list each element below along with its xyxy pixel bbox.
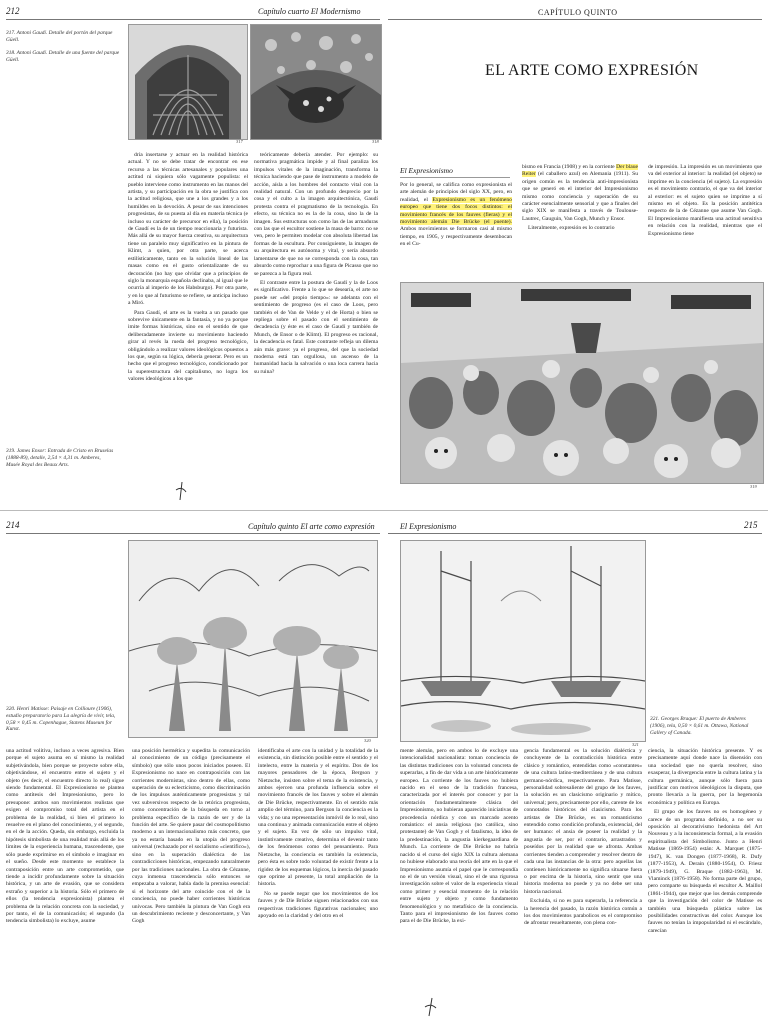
fig-label-321: 321	[632, 742, 639, 747]
running-head-212: Capítulo cuarto El Modernismo	[258, 7, 361, 16]
paragraph: dría insertarse y actuar en la realidad histórica actual. Y no se debe tratar de encontrar en ese recurso a las técnicas artesanales y populares una actitud ni siquiera sólo vagamente populista: el pueblo interviene como instrumento en las manos del artista, y su participación en la obra se justifica con la actitud religiosa, que une a los grandes y a los humildes en la devoción. A pesar de sus intenciones progresistas, de su puesta al día en materia técnica (e incluso su carácter de precursor en ella), la posición de Gaudí es la de un tiempo reaccionaria y futurista. Más allá de su mayor fuerza creativa, su arquitectura tiene un paralelo muy significativo en la pintura de Klimt, a quien, por otra parte, se acerca estilísticamente, tanto en la solución lineal de las masas como en el gusto orientalizante de su decoración (no hay que olvidar que a principios de siglo la monarquía española declinaba, al igual que le ocurría al imperio de los Habsburgo). Por otra parte, y en lo que al futurismo se refiere, se anticipa incluso a Miró.	[128, 152, 248, 307]
figure-320-matisse-landscape	[128, 540, 378, 738]
page-number-215: 215	[744, 520, 758, 530]
section-title: El Expresionismo	[400, 166, 453, 175]
caption-319: 319. James Ensor: Entrada de Cristo en Bruselas (1888-89), detalle, 2,54 × 4,31 m. Amberes, Musée Royal des Beaux Arts.	[6, 448, 114, 468]
paragraph: El grupo de los fauves no es homogéneo y carece de un programa definido, a no ser su oposición al decorativismo hedonista del Art Nouveau y a la inconsistencia formal, a la evasión espiritualista del Simbolismo. Junto a Henri Matisse (1869-1954) están: A. Marquet (1875-1947), K. van Dongen (1877-1968), R. Dufy (1877-1953), A. Derain (1880-1954), O. Friesz (1879-1949), G. Braque (1882-1963), M. Vlaminck (1876-1958). No forma parte del grupo, pero comparte su búsqueda el escultor A. Maillol (1861-1944), que mejor que los demás comprende que la investigación del color de Matisse es también una búsqueda plástica sobre las posibilidades constructivas del color. Aunque los fauves no tenían la impopularidad ni el escándalo, carecían	[648, 809, 762, 934]
paragraph: de impresión. La impresión es un movimiento que va del exterior al interior: la realidad (el objeto) se imprime en la conciencia (el sujeto). La expresión es el movimiento contrario, el que va del interior al exterior: es el sujeto quien se imprime a sí mismo en el objeto. Es la posición antitética respecto de la de Cézanne que asume Van Gogh. El Impresionismo manifiesta una actitud sensitiva en relación con la realidad, mientras que el Expresionismo tiene	[648, 164, 762, 237]
figure-318-gaudi-fountain	[250, 24, 382, 140]
braque-painting-image	[401, 541, 645, 741]
paragraph: una actitud volitiva, incluso a veces agresiva. Bien porque el sujeto asuma en sí mismo la realidad subjetivándola, bien porque se proyecte sobre ella, objetivándose, el encuentro entre el sujeto y el objeto (es decir, el encuentro directo lo real) sigue siendo fundamental. El Expresionismo se plantea como antítesis del Impresionismo, pero lo presupone: ambos son movimientos realistas que exigen el compromiso total del artista en el problema de la realidad, si bien el primero lo resuelve en el plano del conocimiento, y el segundo, en el de la acción. Queda, sin embargo, excluida la hipótesis simbolista de una realidad más allá de los límites de la experiencia humana, trascendente, que sólo puede exprimirse en el símbolo e imaginar en el sueño. Desde este momento se establece la contraposición entre un arte comprometido, que tiende a incidir profundamente sobre la situación histórica, y un arte de evasión, que se considera extraño y superior a la historia. Sólo el primero de ellos (la tendencia expresionista) plantea el problema de la relación concreta con la sociedad, y por tanto, el de la comunicación; el segundo (la tendencia simbolista) lo excluye, asume	[6, 748, 124, 925]
page-213-column-1	[400, 182, 512, 282]
caption-320: 320. Henri Matisse: Paisaje en Collioure (1906), estudio preparatorio para La alegría de vivir, tela, 0,58 × 0,45 m. Copenhague, Statens Museum for Kunst.	[6, 706, 116, 733]
paragraph: Excluida, si no es para superarla, la referencia a la herencia del pasado, la razón histórica común a los dos movimientos parabolicos es el compromiso de afrontar resueltamente, con plena con-	[524, 898, 642, 927]
page-214-column-1	[6, 748, 124, 1020]
fig-label-319: 319	[750, 484, 757, 489]
ensor-painting-image	[401, 283, 763, 483]
caption-318: 318. Antoni Gaudí. Detalle de una fuente del parque Güell.	[6, 50, 120, 63]
paragraph: No se puede negar que los movimientos de los fauves y de Die Brücke siguen relacionados con sus respectivas tradiciones figurativas nacionales; uno apoyado en la claridad y del otro en el	[258, 890, 378, 919]
paragraph: mente alemán, pero en ambos lo de excluye una intencionalidad nacionalista: toman conciencia de las distintas tradiciones con la voluntad concreta de superarlas, a fin de dar vida a un arte históricamente europeo. La corriente de los fauves no hubiera nacido en el seno de la tradición francesa, caracterizada por el interés por conocer y por la orientación fundamentalmente clásica del Impresionismo, no hubieran aparecido iniciativas de procedencia nórdica y con un marcado acento romántico: el ansia religiosa (no católica, sino protestante) de Van Gogh y el fatalismo, la idea de la predestinación, la angustia kierkegaardiana de Munch. La corriente de Die Brücke no habría nacido si el curso del siglo XIX la cultura alemana no hubiese elaborado una teoría del arte en la que el Impresionismo asumía el papel que le correspondía no el de un versión visual, sino el de una rigurosa investigación sobre el valor de la experiencia visual como primer y esencial momento de la relación entre sujeto y objeto y como fundamento fenomenológico y no metafísico de la conciencia. Tanto para el impresionismo de los fauves como para el de Die Brücke, la exi-	[400, 748, 518, 925]
text-span: Por lo general, se califica como expresionista el arte alemán de principios del siglo XX, pero, en realidad, el	[400, 182, 512, 203]
figure-321-braque-port	[400, 540, 646, 742]
page-214-column-3	[258, 748, 378, 1020]
running-head-chapter-five: CAPÍTULO QUINTO	[538, 8, 618, 17]
running-head-215: El Expresionismo	[400, 522, 457, 531]
page-215-column-1	[400, 748, 518, 1020]
paragraph: identificaba el arte con la unidad y la totalidad de la existencia, sin distinción posible entre el sentido y el intelecto, entre la materia y el espíritu. Dos de los mayores pensadores de la época, Bergson y Nietzsche, insisten sobre el tema de la existencia, y ambos ejercen una profunda influencia sobre el movimiento francés de los fauves y sobre el alemán de Die Brücke, respectivamente. En el sentido más amplio del término, para Bergson la conciencia es la vida; y no una representación inmóvil de lo real, sino una continua y animada comunicación entre el objeto y el sujeto. En vez de sólo un impulso vital, instintivamente creativo, determina el devenir tanto de los fenómenos como del pensamiento. Para Nietzsche, la conciencia es también la existencia, pero ésta es sobre todo voluntad de existir frente a la rigidez de los esquemas lógicos, la inercia del pasado que oprime al presente, la total ampliación de la historia.	[258, 748, 378, 888]
paragraph: una posición hermética y supedita la comunicación al conocimiento de un código (precisamente el símbolo) que sólo unos pocos iniciados poseen. El Expresionismo no nace en contraposición con las corrientes modernistas, sino dentro de ellas, como superación de su eclecticismo, como discriminación de los impulsos auténticamente progresistas y tal vez subversivos respecto de la retórica progresista, como concentración de la búsqueda en torno al problema específico de la razón de ser y de la función del arte. Se quiere pasar del cosmopolitismo moderno a un internacionalismo más concreto, que ya no estaría basado en la utopía del progreso universal (rechazado por el socialismo «científico»), sino en la superación dialéctica de las contradicciones históricas, empezando naturalmente por las tradiciones nacionales. La obra de Cézanne, cuya inmensa trascendencia sólo entonces se empezaba a valorar, había dado la premisa esencial: si el horizonte del arte coincide con el de la conciencia, no puede haber corrientes históricas unívocas. Pero también la pintura de Van Gogh era un descubrimiento reciente y desconcertante, y Van Gogh	[132, 748, 250, 925]
gaudi-fountain-image	[251, 25, 381, 139]
chapter-title: EL ARTE COMO EXPRESIÓN	[485, 62, 699, 79]
figure-319-ensor-crowd	[400, 282, 764, 484]
page-215-column-2	[524, 748, 642, 1020]
text-span: bismo en Francia (1908) y en la corriente	[522, 164, 617, 170]
running-head-214: Capítulo quinto El arte como expresión	[248, 522, 375, 531]
paragraph: teóricamente debería atender. Por ejemplo: su normativa pragmática impide y al final paraliza los impulsos vitales de la imaginación, transforma la técnica haciendo que pase de instrumento a modelo de acción, aísla a los hombres del contacto vital con la realidad natural. Con un profundo desprecio por la cosa y el culto a la imagen arquitectónica, Gaudí protesta contra el pragmatismo de la tecnología. En efecto, su técnica no es la de la cosa, sino la de la imagen. Sus estructuras son como las de las armaduras con las que el escultor sostiene la masa de barro: no se ven, pero le permiten modelar con absoluta libertad las formas de la escultura. Por consiguiente, la imagen de su arquitectura es autónoma y vital, y sería absurdo lamentarse de que no se corresponda con la cosa, tan absurdo como reprochar a una figura de Picasso que no se parezca a la figura real.	[254, 152, 378, 277]
paragraph: Literalmente, expresión es lo contrario	[528, 225, 615, 232]
paragraph: Para Gaudí, el arte es la vuelta a un pasado que sobrevive únicamente en la fantasía, y no ya porque imite formas históricas, sino en el sentido de que deliberadamente invierte su movimiento haciendo girar al revés la rueda del progreso tecnológico, obligándolo a realizar valores ideológicos opuestos a los que, según su lógica, debería generar. Pero es un hecho que el progreso tecnológico, condicionado por la superestructura del capitalismo, no logra los valores ideológicos a los que	[128, 309, 248, 383]
paragraph: El contraste entre la postura de Gaudí y la de Loos es significativo. Frente a lo que se desearía, el arte no puede ser «del propio tiempo»: se adelanta con el sentimiento de progreso (es el caso de Loos, pero también el de Van de Velde y el de Horta) o bien se repliega sobre el pasado con el sentimiento de decadencia (y éste es el caso de Gaudí y también de Munch, de Ensor o de Klimt). El progreso es racional, la decadencia es fatal. Este contraste refleja un dilema aún más grave: ya el progreso, del que la sociedad moderna está tan orgullosa, un ascenso de la humanidad hacia la salvación o una loca carrera hacia su ruina?	[254, 279, 378, 375]
caption-317: 317. Antoni Gaudí. Detalle del portón del parque Güell.	[6, 30, 113, 43]
highlighted-text: Der blaue Reiter	[522, 164, 638, 178]
page-215-column-3	[648, 748, 762, 1020]
page-number-212: 212	[6, 6, 20, 16]
page-213-column-3	[648, 164, 762, 278]
page-212-column-1	[128, 152, 248, 478]
highlighted-text: Expresionismo es un fenómeno europeo que tiene dos focos distintos: el movimiento francés de los fauves (fieras) y el movimiento alemán Die Brücke (el puente).	[400, 196, 512, 226]
matisse-painting-image	[129, 541, 377, 737]
fig-label-318: 318	[372, 139, 379, 144]
page-212-column-2	[254, 152, 378, 478]
pen-mark	[420, 996, 442, 1018]
page-number-214: 214	[6, 520, 20, 530]
text-span: (el caballero azul) en Alemania (1911). Su origen común es la tendencia anti-impresionista que se generó en el interior del Impresionismo mismo como conciencia y superación de su carácter esencialmente sensorial y que a finales del siglo XIX se manifesta a través de Toulouse-Lautrec, Gauguin, Van Gogh, Munch y Ensor.	[522, 171, 638, 222]
figure-317-gaudi-portal	[128, 24, 248, 140]
gaudi-portal-image	[129, 25, 247, 139]
fig-label-320: 320	[364, 738, 371, 743]
page-214-column-2	[132, 748, 250, 1020]
pen-mark	[170, 480, 192, 502]
caption-321: 321. Georges Braque: El puerto de Amberes (1906), tela, 0,50 × 0,61 m. Ottawa, National Gallery of Canada.	[650, 716, 749, 736]
paragraph: ciencia, la situación histórica presente. Y es precisamente aquí donde nace la disensión con una sociedad que no quería resolver, sino exasperar, la divergencia entre la cultura latina y la cultura germánica, aunque sólo fuera para justificar con motivos ideológicos la disputa, que pronto llevaría a la guerra, por la hegemonía económica y política en Europa.	[648, 748, 762, 806]
page-213-column-2	[522, 164, 638, 278]
paragraph: gencia fundamental es la solución dialéctica y concluyente de la contradicción histórica entre clásico y romántico, entendidas como «constantes» de una cultura latino-mediterránea y de una cultura germano-nórdica, respectivamente. Para Matisse, personalidad sobresaliente del grupo de los fauves, la solución es un clasicismo originario y mítico, universal; pero, precisamente por ello, carente de los connotados históricos del clasicismo. Para los artistas de Die Brücke, es un romanticismo entendido como condición profunda, existencial, del ser humano: el ansia de poseer la realidad y la angustia de ser, por el contrario, arrastrados y poseídos por la realidad que se afronta. Ambas corrientes tienden a comprender y resolver dentro de cada una las instancias de la otra: pero aquellas las contienen históricamente no significa situarse fuera o por encima de la historia, sino sentir que una historia moderna no puede y ya no debe ser una historia nacional.	[524, 748, 642, 895]
text-span: Ambos movimientos se formaron casi al mismo tiempo, en 1905, y respectivamente desembocan en el Cu-	[400, 226, 512, 248]
fig-label-317: 317	[236, 139, 243, 144]
